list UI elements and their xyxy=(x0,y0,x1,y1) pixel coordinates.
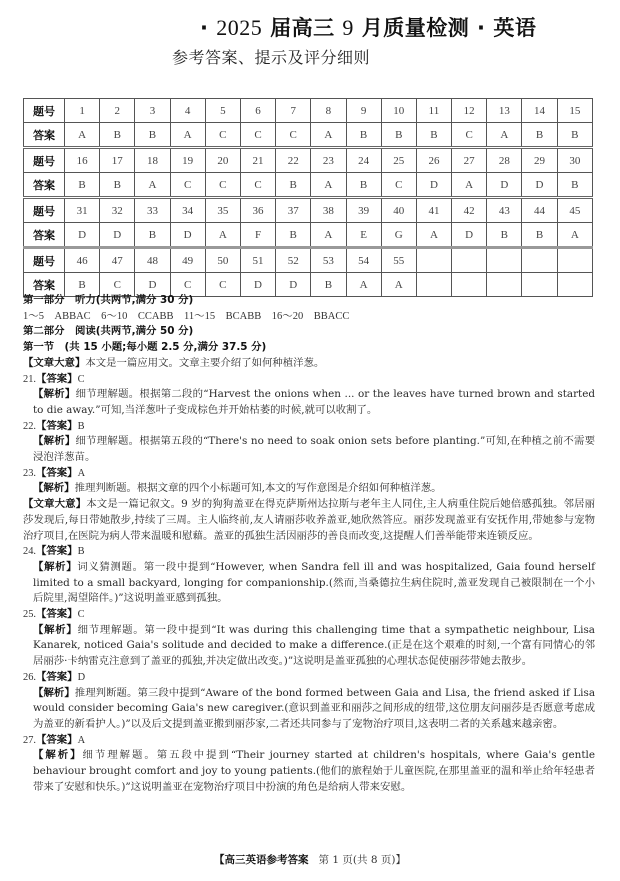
answer-row xyxy=(24,223,593,248)
answer-cell: A xyxy=(381,273,416,297)
question-number: 25. xyxy=(23,609,36,621)
answer-cell: C xyxy=(205,123,240,148)
question-number-cell: 17 xyxy=(100,148,135,173)
answer-cell: C xyxy=(240,173,275,198)
listening-answers: 1～5 ABBAC 6～10 CCABB 11～15 BCABB 16～20 BBACC xyxy=(23,310,350,322)
summary-text: 本文是一篇应用文。文章主要介绍了如何种植洋葱。 xyxy=(85,356,325,369)
question-row xyxy=(24,198,593,223)
question-number-cell: 46 xyxy=(65,248,100,273)
question-number-cell: 38 xyxy=(311,198,346,223)
title-prefix: · xyxy=(200,16,217,40)
answer-cell: D xyxy=(522,173,557,198)
question-number-cell: 8 xyxy=(311,99,346,123)
question-number-cell: 36 xyxy=(240,198,275,223)
answer-cell: C xyxy=(452,123,487,148)
question-number-cell xyxy=(522,248,557,273)
row-label: 题号 xyxy=(24,148,65,173)
question-answer-line xyxy=(23,607,595,623)
question-answer-line xyxy=(23,419,595,435)
analysis-label: 【解析】 xyxy=(33,560,78,573)
analysis-paragraph xyxy=(23,748,595,795)
question-number-cell: 21 xyxy=(240,148,275,173)
analysis-paragraph xyxy=(23,481,595,497)
answer-cell: B xyxy=(487,223,522,248)
answer-cell: B xyxy=(381,123,416,148)
question-number-cell: 7 xyxy=(276,99,311,123)
part2-heading: 第二部分 阅读(共两节,满分 50 分) xyxy=(23,325,194,338)
answer-cell: B xyxy=(346,173,381,198)
question-number-cell: 47 xyxy=(100,248,135,273)
question-number-cell: 2 xyxy=(100,99,135,123)
analysis-text: 推理判断题。根据文章的四个小标题可知,本文的写作意图是介绍如何种植洋葱。 xyxy=(74,482,442,495)
question-number-cell: 20 xyxy=(205,148,240,173)
analysis-label: 【解析】 xyxy=(33,623,78,636)
answer-cell: A xyxy=(311,123,346,148)
question-number-cell: 5 xyxy=(205,99,240,123)
question-number-cell: 33 xyxy=(135,198,170,223)
analysis-label: 【解析】 xyxy=(33,482,75,495)
question-number-cell: 45 xyxy=(557,198,592,223)
answer-value: B xyxy=(77,546,85,558)
row-label: 答案 xyxy=(24,273,65,297)
answer-cell: D xyxy=(65,223,100,248)
footer-page-number: 第 1 页(共 8 页)】 xyxy=(318,854,406,866)
row-label: 答案 xyxy=(24,123,65,148)
answer-cell: B xyxy=(100,173,135,198)
answer-cell: A xyxy=(311,173,346,198)
answer-cell: F xyxy=(240,223,275,248)
analysis-paragraph xyxy=(23,387,595,418)
answer-cell: C xyxy=(205,273,240,297)
question-number-cell: 14 xyxy=(522,99,557,123)
answer-cell: B xyxy=(416,123,451,148)
question-number-cell: 4 xyxy=(170,99,205,123)
document-title xyxy=(200,12,536,42)
answer-explanations xyxy=(23,293,595,796)
question-number-cell: 25 xyxy=(381,148,416,173)
question-number: 27. xyxy=(23,734,36,746)
answer-row xyxy=(24,123,593,148)
answer-cell: A xyxy=(557,223,592,248)
answer-cell: C xyxy=(381,173,416,198)
analysis-paragraph xyxy=(23,434,595,465)
title-year: 2025 xyxy=(216,15,263,40)
answer-label: 【答案】 xyxy=(36,372,78,385)
question-number: 21. xyxy=(23,373,36,385)
answer-cell: B xyxy=(522,123,557,148)
answer-cell: G xyxy=(381,223,416,248)
answer-label: 【答案】 xyxy=(36,545,78,558)
answer-cell: D xyxy=(135,273,170,297)
question-number-cell: 16 xyxy=(65,148,100,173)
question-number-cell: 22 xyxy=(276,148,311,173)
question-number-cell: 31 xyxy=(65,198,100,223)
answer-cell: C xyxy=(170,173,205,198)
question-number-cell: 11 xyxy=(416,99,451,123)
answer-cell: B xyxy=(276,223,311,248)
question-answer-line xyxy=(23,372,595,388)
question-number-cell: 27 xyxy=(452,148,487,173)
question-number-cell: 52 xyxy=(276,248,311,273)
question-number-cell: 9 xyxy=(346,99,381,123)
answer-value: C xyxy=(77,373,85,385)
analysis-text: 细节理解题。根据第二段的“Harvest the onions when ... or the leaves have turned brown and started to die away.”可知,当洋葱叶子变成棕色并开始枯萎的时候,就可以收割了。 xyxy=(33,388,596,416)
question-number-cell: 42 xyxy=(452,198,487,223)
question-number-cell: 26 xyxy=(416,148,451,173)
question-number-cell xyxy=(452,248,487,273)
question-number-cell: 30 xyxy=(557,148,592,173)
question-number-cell: 12 xyxy=(452,99,487,123)
answer-cell: C xyxy=(240,123,275,148)
question-number-cell: 3 xyxy=(135,99,170,123)
question-number-cell: 39 xyxy=(346,198,381,223)
answer-value: A xyxy=(77,467,86,479)
document-subtitle: 参考答案、提示及评分细则 xyxy=(172,48,371,67)
question-number-cell: 55 xyxy=(381,248,416,273)
answer-cell: A xyxy=(170,123,205,148)
question-number-cell xyxy=(557,248,592,273)
question-number-cell xyxy=(487,248,522,273)
row-label: 题号 xyxy=(24,198,65,223)
question-number-cell: 1 xyxy=(65,99,100,123)
question-number: 24. xyxy=(23,546,36,558)
question-number-cell: 43 xyxy=(487,198,522,223)
analysis-paragraph xyxy=(23,686,595,733)
question-number-cell xyxy=(416,248,451,273)
question-answer-line xyxy=(23,544,595,560)
question-number-cell: 34 xyxy=(170,198,205,223)
answer-row xyxy=(24,173,593,198)
answer-label: 【答案】 xyxy=(36,733,78,746)
answer-label: 【答案】 xyxy=(36,608,78,621)
passage-b-summary xyxy=(23,497,595,544)
question-number-cell: 49 xyxy=(170,248,205,273)
answer-cell: C xyxy=(205,173,240,198)
row-label: 答案 xyxy=(24,173,65,198)
question-number: 26. xyxy=(23,671,36,683)
answer-cell: C xyxy=(276,123,311,148)
answer-cell: D xyxy=(170,223,205,248)
analysis-paragraph xyxy=(23,623,595,670)
part1-heading: 第一部分 听力(共两节,满分 30 分) xyxy=(23,294,194,306)
summary-label: 【文章大意】 xyxy=(23,356,86,369)
answer-cell: B xyxy=(311,273,346,297)
row-label: 题号 xyxy=(24,99,65,123)
question-number-cell: 13 xyxy=(487,99,522,123)
analysis-label: 【解析】 xyxy=(33,749,83,762)
question-answer-line xyxy=(23,466,595,482)
question-number-cell: 40 xyxy=(381,198,416,223)
analysis-label: 【解析】 xyxy=(33,686,75,699)
question-number-cell: 35 xyxy=(205,198,240,223)
answer-table xyxy=(23,98,593,297)
answer-cell: D xyxy=(452,223,487,248)
answer-cell: A xyxy=(346,273,381,297)
analysis-text: 词义猜测题。第一段中提到“However, when Sandra fell ill and was hospitalized, Gaia found herself limited to a small backyard, longing for companionship.(然而,当桑德拉生病住院时,盖亚发现自己被限制在一个小后院里,渴望陪伴。)”这说明盖亚感到孤独。 xyxy=(33,560,596,605)
question-number-cell: 54 xyxy=(346,248,381,273)
question-number-cell: 6 xyxy=(240,99,275,123)
page-footer xyxy=(0,852,620,867)
question-number: 22. xyxy=(23,420,36,432)
answer-cell: B xyxy=(100,123,135,148)
answer-cell: B xyxy=(65,173,100,198)
answer-value: A xyxy=(77,734,86,746)
question-answer-line xyxy=(23,670,595,686)
question-number-cell: 19 xyxy=(170,148,205,173)
answer-cell: B xyxy=(135,223,170,248)
summary-text: 本文是一篇记叙文。9 岁的狗狗盖亚在得克萨斯州达拉斯与老年主人同住,主人病重住院后她倍感孤独。邻居丽莎发现后,每日带她散步,持续了三周。主人临终前,友人请丽莎收养盖亚,她欣然答应。丽莎发现盖亚有安抚作用,带她参与宠物治疗项目,在医院为病人带来温暖和慰藉。盖亚的孤独生活因丽莎的善良而改变,这提醒人们善举能带来连锁反应。 xyxy=(23,498,596,542)
answer-cell: B xyxy=(522,223,557,248)
answer-label: 【答案】 xyxy=(36,466,78,479)
question-row xyxy=(24,248,593,273)
title-month: 9 xyxy=(342,15,354,40)
answer-cell: D xyxy=(240,273,275,297)
answer-cell: E xyxy=(346,223,381,248)
analysis-text: 推理判断题。第三段中提到“Aware of the bond formed between Gaia and Lisa, the friend asked if Lisa would consider becoming Gaia's new caregiver.(意识到盖亚和丽莎之间形成的纽带,这位朋友问丽莎是否愿意考虑成为盖亚的新看护人。)”以及后文提到盖亚搬到丽莎家,二者还共同参与了宠物治疗项目,这表明二者的关系越来越亲密。 xyxy=(33,686,596,730)
question-row xyxy=(24,148,593,173)
answer-value: D xyxy=(77,671,86,683)
question-number-cell: 53 xyxy=(311,248,346,273)
answer-cell: A xyxy=(311,223,346,248)
passage-a-summary xyxy=(23,356,595,372)
answer-cell: D xyxy=(276,273,311,297)
question-number-cell: 18 xyxy=(135,148,170,173)
answer-cell: C xyxy=(100,273,135,297)
analysis-label: 【解析】 xyxy=(33,435,76,448)
analysis-text: 细节理解题。根据第五段的“There's no need to soak onion sets before planting.”可知,在种植之前不需要浸泡洋葱苗。 xyxy=(33,435,596,464)
answer-cell: A xyxy=(205,223,240,248)
question-number-cell: 44 xyxy=(522,198,557,223)
answer-label: 【答案】 xyxy=(36,670,78,683)
answer-value: B xyxy=(77,420,85,432)
answer-cell: D xyxy=(416,173,451,198)
question-answer-line xyxy=(23,733,595,749)
answer-cell: A xyxy=(416,223,451,248)
question-number-cell: 48 xyxy=(135,248,170,273)
question-number-cell: 23 xyxy=(311,148,346,173)
answer-cell: A xyxy=(452,173,487,198)
question-number-cell: 50 xyxy=(205,248,240,273)
answer-cell: C xyxy=(170,273,205,297)
answer-label: 【答案】 xyxy=(36,419,78,432)
question-number-cell: 28 xyxy=(487,148,522,173)
row-label: 题号 xyxy=(24,248,65,273)
answer-cell: B xyxy=(276,173,311,198)
analysis-label: 【解析】 xyxy=(33,388,76,401)
question-number-cell: 15 xyxy=(557,99,592,123)
analysis-paragraph xyxy=(23,560,595,607)
section1-heading: 第一节 (共 15 小题;每小题 2.5 分,满分 37.5 分) xyxy=(23,341,267,354)
analysis-text: 细节理解题。第一段中提到“It was during this challenging time that a sympathetic neighbour, Lisa Kanarek, noticed Gaia's solitude and decided to make a difference.(正是在这个艰难的时刻,一个富有同情心的邻居丽莎·卡纳雷克注意到了盖亚的孤独,并决定做出改变。)”这说明是盖亚孤独的心理状态促使丽莎带她去散步。 xyxy=(33,623,595,668)
question-number: 23. xyxy=(23,467,36,479)
answer-cell: A xyxy=(65,123,100,148)
title-main: 届高三 xyxy=(262,16,343,40)
answer-cell: B xyxy=(346,123,381,148)
title-rest: 月质量检测 · 英语 xyxy=(353,16,537,40)
answer-cell: B xyxy=(65,273,100,297)
question-row xyxy=(24,99,593,123)
passage-a-items xyxy=(23,372,595,498)
question-number-cell: 51 xyxy=(240,248,275,273)
question-number-cell: 37 xyxy=(276,198,311,223)
answer-cell: B xyxy=(557,173,592,198)
answer-value: C xyxy=(77,609,85,621)
question-number-cell: 29 xyxy=(522,148,557,173)
footer-label: 【高三英语参考答案 xyxy=(214,854,309,866)
answer-cell: B xyxy=(135,123,170,148)
question-number-cell: 32 xyxy=(100,198,135,223)
answer-cell: D xyxy=(487,173,522,198)
answer-cell: A xyxy=(135,173,170,198)
analysis-text: 细节理解题。第五段中提到“Their journey started at children's hospitals, where Gaia's gentle behaviour brought comfort and joy to young patients.(他们的旅程始于儿童医院,在那里盖亚的温和举止给年轻患者带来了安慰和快乐。)”这说明盖亚在宠物治疗项目中扮演的角色是给病人带来安慰。 xyxy=(33,749,595,793)
passage-b-items xyxy=(23,544,595,795)
summary-label: 【文章大意】 xyxy=(23,498,87,511)
question-number-cell: 24 xyxy=(346,148,381,173)
question-number-cell: 10 xyxy=(381,99,416,123)
row-label: 答案 xyxy=(24,223,65,248)
answer-cell: B xyxy=(557,123,592,148)
answer-cell: A xyxy=(487,123,522,148)
question-number-cell: 41 xyxy=(416,198,451,223)
answer-cell: D xyxy=(100,223,135,248)
